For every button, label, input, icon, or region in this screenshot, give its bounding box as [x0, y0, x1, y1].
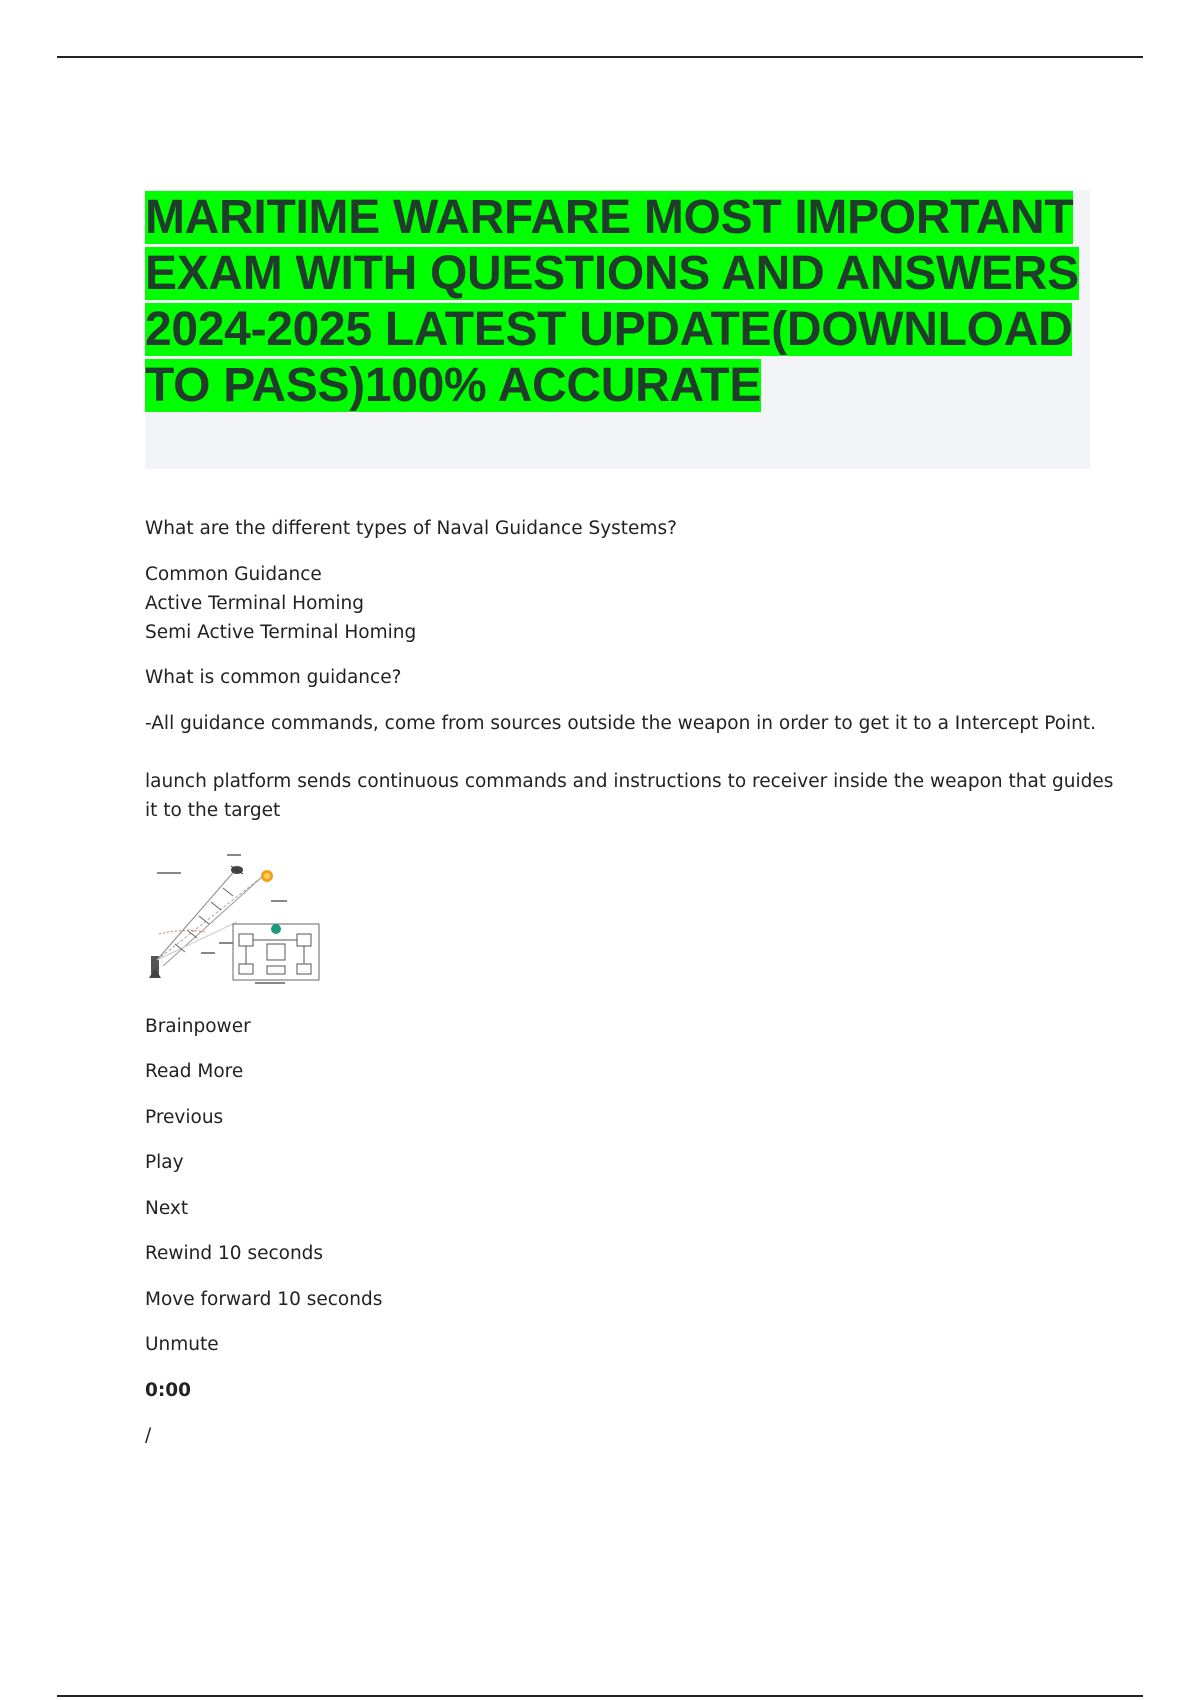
title-highlight: MARITIME WARFARE MOST IMPORTANT EXAM WITH QUESTIONS AND ANSWERS 2024-2025 LATEST UPDATE(DOWNLOAD TO PASS)100% ACCURATE	[145, 191, 1079, 412]
bottom-rule	[57, 1695, 1143, 1697]
forward-button[interactable]: Move forward 10 seconds	[145, 1289, 383, 1310]
answer-2-para-2-line-1: launch platform sends continuous commands and instructions to receiver inside the weapon that guides	[145, 771, 1114, 792]
brainpower-label[interactable]: Brainpower	[145, 1016, 251, 1037]
unmute-button[interactable]: Unmute	[145, 1334, 219, 1355]
next-button[interactable]: Next	[145, 1198, 189, 1219]
rewind-button[interactable]: Rewind 10 seconds	[145, 1243, 324, 1264]
previous-button[interactable]: Previous	[145, 1107, 224, 1128]
answer-2-line-1: -All guidance commands, come from sources outside the weapon in order to get it to a Intercept Point.	[145, 713, 1097, 734]
answer-1-item-3: Semi Active Terminal Homing	[145, 622, 417, 643]
answer-2-para-2-line-2: it to the target	[145, 800, 281, 821]
answer-1-item-2: Active Terminal Homing	[145, 593, 365, 614]
title-block	[145, 190, 1090, 469]
command-guidance-diagram	[145, 848, 325, 988]
play-button[interactable]: Play	[145, 1152, 184, 1173]
read-more-link[interactable]: Read More	[145, 1061, 244, 1082]
current-time: 0:00	[145, 1380, 192, 1401]
answer-1-item-1: Common Guidance	[145, 564, 322, 585]
question-2: What is common guidance?	[145, 667, 402, 688]
document-title	[145, 190, 1090, 414]
question-1: What are the different types of Naval Guidance Systems?	[145, 518, 677, 539]
time-separator: /	[145, 1425, 152, 1446]
top-rule	[57, 56, 1143, 58]
